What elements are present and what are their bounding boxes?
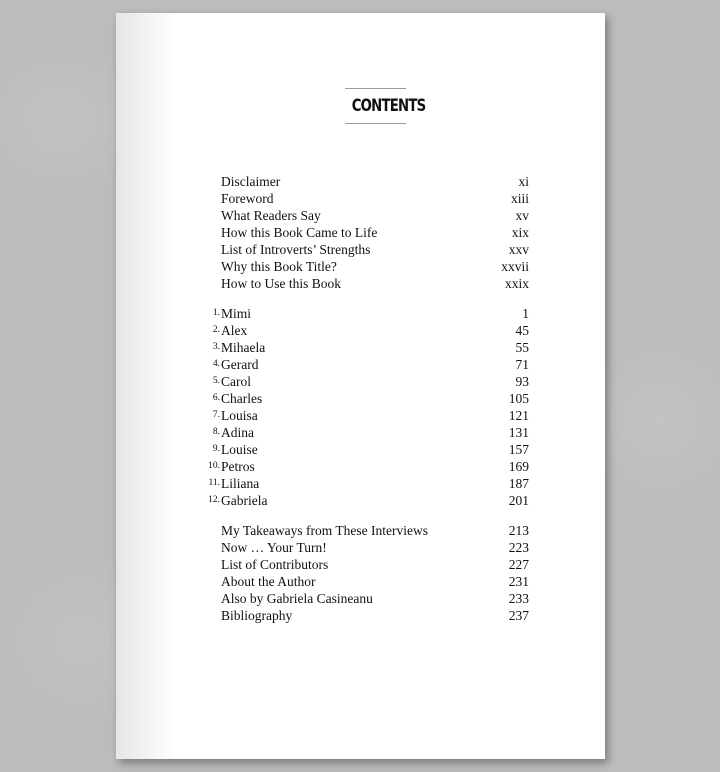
toc-entry-page: 223 bbox=[508, 540, 529, 555]
toc-entry-label: List of Introverts’ Strengths bbox=[221, 242, 371, 257]
toc-entry-label: Also by Gabriela Casineanu bbox=[221, 591, 373, 606]
toc-entry-page: 233 bbox=[508, 591, 529, 606]
toc-entry-label: Bibliography bbox=[221, 608, 293, 623]
chapter-label: Carol bbox=[221, 374, 251, 389]
chapter-page: 105 bbox=[508, 391, 529, 406]
chapter-number: 3. bbox=[212, 342, 220, 352]
chapter-page: 157 bbox=[508, 442, 529, 457]
chapter-page: 131 bbox=[508, 425, 529, 440]
toc-entry[interactable] bbox=[186, 173, 529, 190]
chapter-page: 1 bbox=[522, 306, 529, 321]
chapter-page: 45 bbox=[515, 323, 529, 338]
contents-heading-block bbox=[345, 88, 426, 124]
chapter-label: Liliana bbox=[221, 476, 260, 491]
chapter-number: 11. bbox=[208, 478, 220, 488]
book-page bbox=[116, 13, 605, 759]
toc-entry-label: Disclaimer bbox=[221, 174, 281, 189]
chapter-page: 201 bbox=[508, 493, 529, 508]
chapter-entry[interactable] bbox=[186, 475, 529, 492]
chapter-entry[interactable] bbox=[186, 407, 529, 424]
toc-entry-label: Why this Book Title? bbox=[221, 259, 337, 274]
toc-entry[interactable] bbox=[186, 241, 529, 258]
chapter-page: 121 bbox=[508, 408, 529, 423]
toc-entry-page: 231 bbox=[508, 574, 529, 589]
chapter-entry[interactable] bbox=[186, 373, 529, 390]
chapter-entry[interactable] bbox=[186, 322, 529, 339]
toc-entry-page: xix bbox=[511, 225, 529, 240]
toc-entry-label: What Readers Say bbox=[221, 208, 321, 223]
chapter-label: Gabriela bbox=[221, 493, 268, 508]
bottom-rule bbox=[345, 123, 406, 124]
toc-entry-page: xxvii bbox=[501, 259, 529, 274]
toc-entry-label: About the Author bbox=[221, 574, 316, 589]
toc-entry[interactable] bbox=[186, 258, 529, 275]
chapter-number: 5. bbox=[212, 376, 220, 386]
toc-entry[interactable] bbox=[186, 190, 529, 207]
toc-entry-label: My Takeaways from These Interviews bbox=[221, 523, 428, 538]
chapter-page: 169 bbox=[508, 459, 529, 474]
toc-entry[interactable] bbox=[186, 522, 529, 539]
toc-entry-label: Now … Your Turn! bbox=[221, 540, 327, 555]
chapter-entry[interactable] bbox=[186, 339, 529, 356]
toc-entry-page: 237 bbox=[508, 608, 529, 623]
chapter-label: Alex bbox=[221, 323, 248, 338]
toc-entry-page: xxv bbox=[508, 242, 529, 257]
toc-entry-page: 227 bbox=[508, 557, 529, 572]
toc-entry-page: xiii bbox=[510, 191, 529, 206]
chapter-entry[interactable] bbox=[186, 390, 529, 407]
toc-entry-label: How this Book Came to Life bbox=[221, 225, 378, 240]
chapter-entry[interactable] bbox=[186, 458, 529, 475]
chapter-number: 6. bbox=[212, 393, 220, 403]
chapter-number: 4. bbox=[212, 359, 220, 369]
toc-entry-page: 213 bbox=[508, 523, 529, 538]
chapter-page: 71 bbox=[515, 357, 529, 372]
chapter-label: Petros bbox=[221, 459, 255, 474]
chapter-entry[interactable] bbox=[186, 424, 529, 441]
chapter-number: 2. bbox=[212, 325, 220, 335]
toc-entry[interactable] bbox=[186, 556, 529, 573]
chapter-list bbox=[186, 305, 529, 509]
front-matter-list bbox=[186, 173, 529, 292]
chapter-entry[interactable] bbox=[186, 492, 529, 509]
chapter-number: 9. bbox=[212, 444, 220, 454]
chapter-number: 10. bbox=[208, 461, 220, 471]
chapter-label: Charles bbox=[221, 391, 263, 406]
chapter-label: Gerard bbox=[221, 357, 259, 372]
toc-entry-page: xv bbox=[515, 208, 529, 223]
toc-entry[interactable] bbox=[186, 607, 529, 624]
toc-entry-label: How to Use this Book bbox=[221, 276, 342, 291]
chapter-label: Louisa bbox=[221, 408, 258, 423]
chapter-label: Mihaela bbox=[221, 340, 266, 355]
chapter-number: 7. bbox=[212, 410, 220, 420]
toc-entry-label: Foreword bbox=[221, 191, 274, 206]
page-title: CONTENTS bbox=[351, 96, 426, 116]
toc-entry[interactable] bbox=[186, 590, 529, 607]
toc-entry-label: List of Contributors bbox=[221, 557, 329, 572]
chapter-label: Mimi bbox=[221, 306, 252, 321]
chapter-page: 93 bbox=[515, 374, 529, 389]
chapter-number: 12. bbox=[208, 495, 220, 505]
toc-entry-page: xi bbox=[518, 174, 529, 189]
toc-entry[interactable] bbox=[186, 573, 529, 590]
back-matter-list bbox=[186, 522, 529, 624]
toc-entry[interactable] bbox=[186, 224, 529, 241]
chapter-page: 55 bbox=[515, 340, 529, 355]
toc-entry[interactable] bbox=[186, 539, 529, 556]
toc-entry[interactable] bbox=[186, 207, 529, 224]
chapter-label: Louise bbox=[221, 442, 258, 457]
chapter-entry[interactable] bbox=[186, 441, 529, 458]
toc-entry[interactable] bbox=[186, 275, 529, 292]
chapter-number: 8. bbox=[212, 427, 220, 437]
chapter-page: 187 bbox=[508, 476, 529, 491]
chapter-label: Adina bbox=[221, 425, 254, 440]
chapter-number: 1. bbox=[212, 308, 220, 318]
toc-entry-page: xxix bbox=[504, 276, 529, 291]
chapter-entry[interactable] bbox=[186, 305, 529, 322]
chapter-entry[interactable] bbox=[186, 356, 529, 373]
